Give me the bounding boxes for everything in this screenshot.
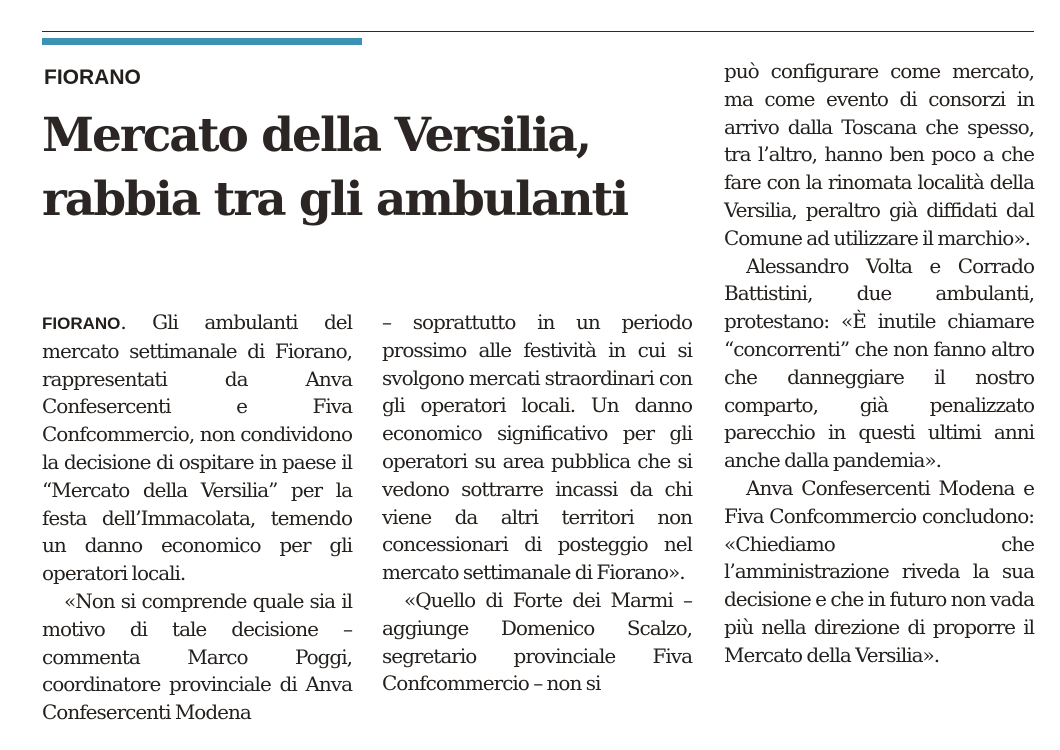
section-accent-bar — [42, 38, 362, 45]
top-rule — [42, 31, 1034, 32]
paragraph-text: . Gli ambulanti del mercato settimanale di Fiorano, rappresentati da Anva Confesercenti e Fiva Confcommercio, non condividono la decisione di ospitare in paese il “Mercato della Versilia” per la festa dell’Immacolata, temendo un danno economico per gli operatori locali. — [42, 310, 352, 586]
dateline: FIORANO — [42, 314, 121, 333]
paragraph: «Non si comprende quale sia il motivo di tale decisione – commenta Marco Poggi, coordinatore provinciale di Anva Confesercenti Modena — [42, 588, 352, 725]
article-column-2 — [382, 309, 692, 698]
paragraph: – soprattutto in un periodo prossimo alle festività in cui si svolgono mercati straordinari con gli operatori locali. Un danno economico significativo per gli operatori su area pubblica che si vedono sottrarre incassi da chi viene da altri territori non concessionari di posteggio nel mercato settimanale di Fiorano». — [382, 310, 692, 585]
paragraph: Alessandro Volta e Corrado Battistini, due ambulanti, protestano: «È inutile chiamare “concorrenti” che non fanno altro che danneggiare il nostro comparto, già penalizzato parecchio in questi ultimi anni anche dalla pandemia». — [724, 253, 1034, 473]
paragraph — [42, 309, 352, 588]
article-headline: Mercato della Versilia, rabbia tra gli ambulanti — [42, 108, 628, 227]
paragraph: Anva Confesercenti Modena e Fiva Confcommercio concludono: «Chiediamo che l’amministrazione riveda la sua decisione e che in futuro non vada più nella direzione di proporre il Mercato della Versilia». — [724, 475, 1034, 667]
section-kicker: FIORANO — [44, 66, 141, 89]
article-column-3 — [724, 58, 1034, 670]
article-column-1 — [42, 309, 352, 727]
paragraph: «Quello di Forte dei Marmi – aggiunge Domenico Scalzo, segretario provinciale Fiva Confcommercio – non si — [382, 587, 692, 696]
paragraph: può configurare come mercato, ma come evento di consorzi in arrivo dalla Toscana che spesso, tra l’altro, hanno ben poco a che fare con la rinomata località della Versilia, peraltro già diffidati dal Comune ad utilizzare il marchio». — [724, 59, 1034, 250]
